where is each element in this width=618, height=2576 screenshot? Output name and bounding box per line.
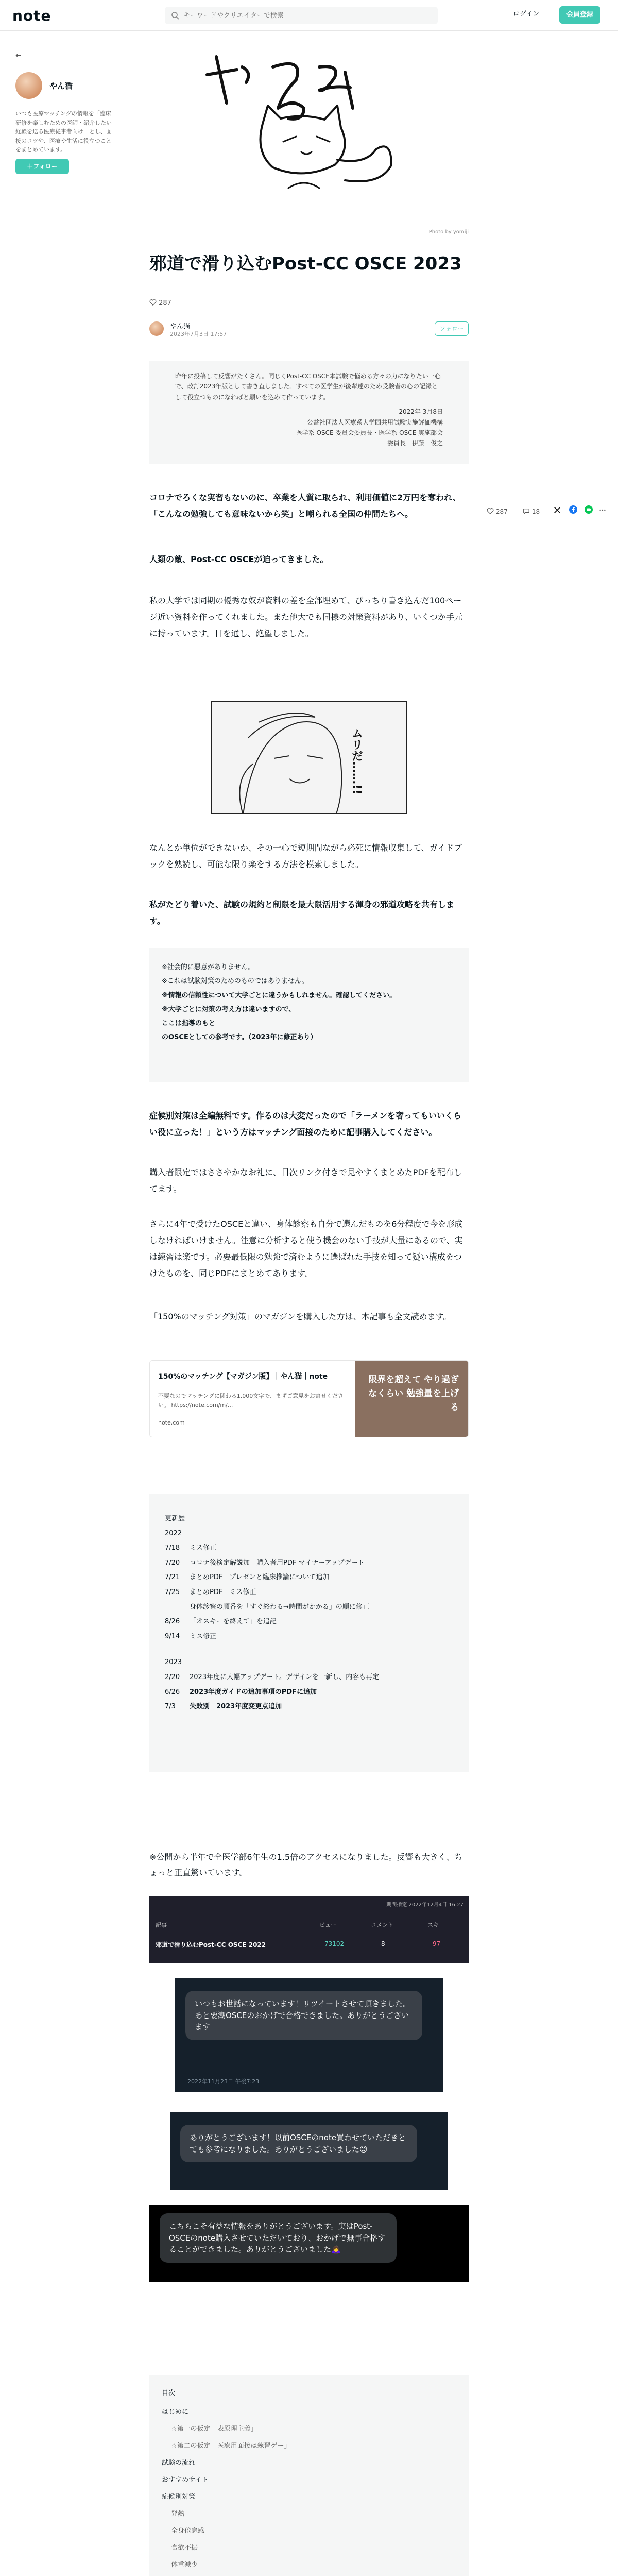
tweet-screenshot <box>175 1978 443 2092</box>
hero-illustration <box>149 36 469 211</box>
stats-col: 記事 <box>156 1922 167 1928</box>
table-of-contents <box>149 2375 469 2576</box>
heart-icon <box>487 507 494 515</box>
toc-item[interactable]: 体重減少 <box>162 2556 456 2573</box>
changelog-box <box>149 1494 469 1772</box>
paragraph: 私の大学では同期の優秀な奴が資料の差を全部埋めて、びっちり書き込んだ100ページ近い資料を作ってくれました。また他大でも同様の対策資料があり、いくつか手元に持っています。目を通し、絶望しました。 <box>149 596 463 638</box>
avatar[interactable] <box>15 72 42 99</box>
tweet-time: 2022年11月23日 午後7:23 <box>187 2078 260 2085</box>
changelog-date: 7/25 <box>165 1588 180 1596</box>
paragraph <box>149 1108 469 1141</box>
manga-text: ムリだ……!! <box>350 727 363 795</box>
stats-cell: 97 <box>433 1940 441 1947</box>
paragraph-text: 症候別対策は全編無料です。作るのは大変だったので「ラーメンを奢ってもいいくらい役に立った！」という方はマッチング面接のために記事購入してください。 <box>149 1111 461 1137</box>
changelog-date: 7/20 <box>165 1558 180 1567</box>
notice-signature <box>175 406 443 449</box>
toc-item[interactable]: 食欲不振 <box>162 2539 456 2556</box>
search-icon <box>171 11 179 20</box>
disclaimer-line: ※情報の信頼性について大学ごとに違うかもしれません。確認してください。 <box>162 991 397 999</box>
comment-icon <box>523 507 530 515</box>
more-icon <box>599 506 606 514</box>
disclaimer-line: ここは指導のもと <box>162 1020 216 1028</box>
embed-title: 150%のマッチング【マガジン版】｜やん猫｜note <box>158 1372 328 1381</box>
toc-item[interactable]: 試験の流れ <box>162 2454 456 2471</box>
changelog-title: 更新歴 <box>165 1515 185 1522</box>
changelog-list <box>165 1670 453 1715</box>
line-share-button[interactable] <box>585 504 593 519</box>
paragraph: さらに4年で受けたOSCEと違い、身体診察も自分で選んだものを6分程度で今を形成しなければいけません。注意に分析すると使う機会のない手技が大量にあるので、実は練習は楽です。必要最低限の勉強で済むように選ばれた手技を知って疑い構成をつけたものを、同じPDFにまとめてあります。 <box>149 1219 463 1278</box>
x-share-button[interactable] <box>554 504 561 519</box>
facebook-icon <box>569 505 577 514</box>
stats-caption: ※公開から半年で全医学部6年生の1.5倍のアクセスになりました。反響も大きく、ちょっと正直驚いています。 <box>149 1852 463 1878</box>
changelog-date: 7/21 <box>165 1573 180 1582</box>
changelog-text: 2023年度ガイドの追加事項のPDFに追加 <box>190 1688 317 1696</box>
article-title: 邪道で滑り込むPost-CC OSCE 2023 <box>149 253 462 274</box>
avatar[interactable] <box>149 321 164 336</box>
disclaimer-line: のOSCEとしての参考です。（2023年に修正あり） <box>162 1033 317 1042</box>
stats-col: ビュー <box>319 1922 336 1928</box>
toc-item[interactable]: おすすめサイト <box>162 2471 456 2488</box>
notice-sign-committee: 医学系 OSCE 委員会委員長・医学系 OSCE 実施部会 <box>296 429 443 436</box>
like-count: 287 <box>495 508 508 515</box>
sidebar-author-name[interactable]: やん猫 <box>49 81 73 91</box>
changelog-text: 身体診察の順番を「すぐ終わる→時間がかかる」の順に修正 <box>190 1603 369 1611</box>
embed-domain: note.com <box>158 1419 185 1426</box>
toc-item[interactable]: はじめに <box>162 2403 456 2420</box>
paragraph: なんとか単位ができないか、その一心で短期間ながら必死に情報収集して、ガイドブックを熟読し、可能な限り楽をする方法を模索しました。 <box>149 843 462 869</box>
manga-illustration <box>212 702 407 814</box>
author-follow-button[interactable]: フォロー <box>435 321 469 336</box>
disclaimer-line: ※これは試験対策のためのものではありません。 <box>162 977 308 986</box>
note-logo[interactable]: note <box>12 7 52 24</box>
changelog-year: 2022 <box>165 1529 182 1537</box>
stats-cell: 8 <box>381 1940 385 1947</box>
author-name[interactable]: やん猫 <box>170 323 191 330</box>
stats-cell: 73102 <box>324 1940 345 1947</box>
changelog-text: 2023年度に大幅アップデート。デザインを一新し、内容も再定 <box>190 1673 380 1681</box>
photo-credit[interactable]: Photo by yomiji <box>428 229 469 235</box>
dm-bubble: ありがとうございます！以前OSCEのnote買わせていただきとても参考になりました。ありがとうございました😊 <box>180 2125 417 2162</box>
changelog-text: 失敗別 2023年度変更点追加 <box>190 1703 282 1711</box>
changelog-text: まとめPDF ミス修正 <box>190 1588 256 1596</box>
stats-col: スキ <box>427 1922 439 1928</box>
author-sidebar <box>15 52 113 170</box>
sidebar-author-bio: いつも医療マッチングの情報を「臨床研修を楽しむための医師・紹介したい経験を送る医療従事者向け」とし、面接のコツや、医療や生活に役立つことをまとめています。 <box>15 110 112 154</box>
changelog-date: 2/20 <box>165 1673 180 1681</box>
toc-item[interactable]: 症候別対策 <box>162 2488 456 2505</box>
line-icon <box>585 505 593 514</box>
changelog-item <box>165 1685 453 1700</box>
dm-screenshot <box>170 2112 448 2190</box>
embed-description: 不要なのでマッチングに関わる1,000文字で、まずご意見をお寄せください。 https://note.com/m/... <box>158 1393 344 1409</box>
paragraph: 「150%のマッチング対策」のマガジンを購入した方は、本記事も全文読めます。 <box>149 1312 452 1321</box>
heart-icon <box>149 299 157 306</box>
notice-box <box>149 361 469 464</box>
notice-text: 昨年に投稿して反響がたくさん。同じくPost-CC OSCE本試験で悩める方々の力になりたい一心で、改訂2023年版として書き直しました。すべての医学生が後輩達のため受験者の心の記録として役立つものになればと願いを込めて作っています。 <box>175 372 441 401</box>
disclaimer-line: ※大学ごとに対策の考え方は違いますので、 <box>162 1005 296 1013</box>
stats-cell: 邪道で滑り込むPost-CC OSCE 2022 <box>156 1941 266 1948</box>
follow-label: フォロー <box>33 163 58 170</box>
changelog-text: コロナ後検定解説加 購入者用PDF マイナーアップデート <box>190 1558 365 1567</box>
toc-heading: 目次 <box>162 2389 176 2397</box>
dm-bubble: こちらこそ有益な情報をありがとうございます。実はPost-OSCEのnote購入させていただいており、おかげで無事合格することができました。ありがとうございました🙇‍♀️ <box>160 2213 397 2263</box>
share-bar <box>487 504 605 519</box>
changelog-item <box>165 1585 453 1600</box>
changelog-item <box>165 1541 453 1556</box>
notice-sign-date: 2022年 3月8日 <box>399 408 443 416</box>
changelog-text: 「オスキーを終えて」を追記 <box>190 1618 277 1626</box>
signup-button[interactable]: 会員登録 <box>559 6 600 24</box>
like-button[interactable] <box>487 504 508 519</box>
changelog-item <box>165 1615 453 1630</box>
changelog-date: 7/3 <box>165 1703 176 1711</box>
publish-date: 2023年7月3日 17:57 <box>170 331 227 337</box>
stats-period: 期間指定 2022年12月4日 16:27 <box>386 1902 464 1908</box>
changelog-item <box>165 1570 453 1585</box>
dm-screenshot <box>149 2205 469 2282</box>
changelog-item <box>165 1600 453 1615</box>
sidebar-follow-button[interactable]: ＋フォロー <box>15 159 69 174</box>
paragraph: 購入者限定ではささやかなお礼に、目次リンク付きで見やすくまとめたPDFを配布してます。 <box>149 1167 462 1194</box>
changelog-date: 6/26 <box>165 1688 180 1696</box>
toc-item[interactable]: 全身倦怠感 <box>162 2522 456 2539</box>
x-icon <box>554 506 561 514</box>
changelog-date: 8/26 <box>165 1618 180 1626</box>
changelog-date: 7/18 <box>165 1544 180 1552</box>
notice-sign-name: 委員長 伊藤 俊之 <box>387 439 443 447</box>
title-like-count[interactable] <box>149 299 171 307</box>
changelog-item <box>165 1700 453 1715</box>
stats-screenshot <box>149 1896 469 1963</box>
site-header <box>0 0 618 31</box>
toc-item[interactable]: ☆第一の仮定「表原理主義」 <box>162 2420 456 2437</box>
facebook-share-button[interactable] <box>569 504 577 519</box>
tweet-bubble: いつもお世話になっています！リツイートさせて頂きました。あと要潮OSCEのおかげで合格できました。ありがとうございます <box>185 1991 422 2040</box>
stats-header <box>149 1917 469 1932</box>
changelog-text: まとめPDF プレゼンと臨床推論について追加 <box>190 1573 330 1582</box>
changelog-date: 9/14 <box>165 1632 180 1640</box>
back-arrow-icon[interactable]: ← <box>15 52 22 60</box>
search-input[interactable] <box>183 7 431 24</box>
embed-thumbnail: 限界を超えて やり過ぎなくらい 勉強量を上げる <box>355 1361 468 1437</box>
like-count-value: 287 <box>159 299 171 307</box>
notice-sign-org: 公益社団法人医療系大学間共用試験実施評価機構 <box>306 418 443 426</box>
paragraph: 人類の敵、Post-CC OSCEが迫ってきました。 <box>149 554 329 564</box>
changelog-item <box>165 1670 453 1685</box>
changelog-item <box>165 1630 453 1645</box>
disclaimer-line: ※社会的に悪意がありません。 <box>162 963 255 971</box>
author-row <box>149 319 469 340</box>
more-share-button[interactable] <box>599 504 606 519</box>
paragraph: 私がたどり着いた、試験の規約と制限を最大限活用する渾身の邪道攻略を共有します。 <box>149 900 455 926</box>
toc-item[interactable]: ☆第二の仮定「医療用面接は練習ゲー」 <box>162 2437 456 2454</box>
changelog-year: 2023 <box>165 1658 182 1667</box>
changelog-text: ミス修正 <box>190 1544 217 1552</box>
stats-row <box>149 1937 469 1953</box>
changelog-item <box>165 1556 453 1571</box>
stats-col: コメント <box>371 1922 393 1928</box>
comment-count: 18 <box>531 508 540 515</box>
magazine-embed-card[interactable] <box>149 1360 469 1437</box>
login-link[interactable]: ログイン <box>513 10 540 18</box>
changelog-text: ミス修正 <box>190 1632 217 1640</box>
manga-image <box>211 701 407 814</box>
disclaimer-box <box>149 948 469 1082</box>
changelog-list <box>165 1541 453 1644</box>
comment-button[interactable] <box>523 504 540 519</box>
paragraph: コロナでろくな実習もないのに、卒業を人質に取られ、利用価値に2万円を奪われ、「こんなの勉強しても意味ないから笑」と嘲られる全国の仲間たちへ。 <box>149 493 461 519</box>
toc-item[interactable]: 発熱 <box>162 2505 456 2522</box>
search-bar[interactable] <box>165 7 438 24</box>
toc-list <box>162 2403 456 2573</box>
